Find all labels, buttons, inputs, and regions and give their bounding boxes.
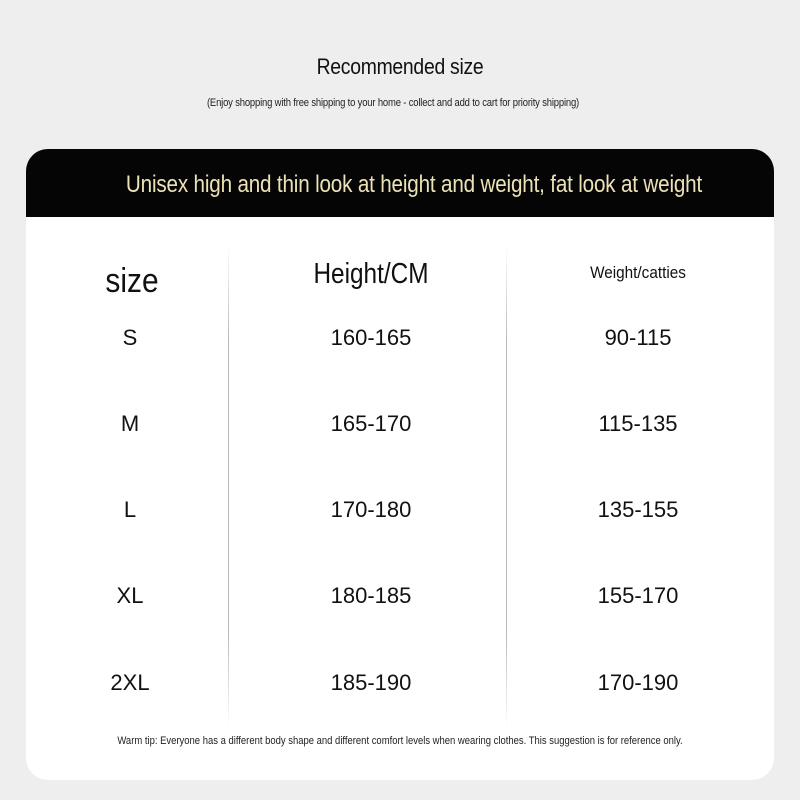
cell-weight: 90-115 [604, 325, 672, 350]
cell-size: XL [116, 583, 144, 608]
table-row [26, 670, 774, 700]
cell-size: 2XL [110, 670, 150, 695]
table-row [26, 411, 774, 441]
warm-tip: Warm tip: Everyone has a different body shape and different comfort levels when wearing clothes. This suggestion is for reference only. [117, 735, 683, 747]
cell-height: 160-165 [330, 325, 412, 350]
cell-height: 165-170 [330, 411, 412, 436]
cell-height: 180-185 [330, 583, 412, 608]
cell-size: S [122, 325, 138, 350]
size-chart-card [26, 149, 774, 780]
cell-weight: 170-190 [597, 670, 679, 695]
header-size: size [105, 262, 159, 300]
header-height: Height/CM [313, 258, 429, 290]
cell-height: 185-190 [330, 670, 412, 695]
column-divider [506, 244, 507, 729]
table-row [26, 497, 774, 527]
banner [26, 149, 774, 217]
table-row [26, 583, 774, 613]
cell-weight: 115-135 [598, 411, 678, 436]
page-subtitle: (Enjoy shopping with free shipping to your home - collect and add to cart for priority shipping) [206, 97, 580, 109]
table-row [26, 325, 774, 355]
cell-weight: 155-170 [597, 583, 679, 608]
page-title: Recommended size [316, 54, 484, 79]
cell-size: L [123, 497, 137, 522]
cell-height: 170-180 [330, 497, 412, 522]
banner-text: Unisex high and thin look at height and weight, fat look at weight [125, 171, 703, 198]
cell-size: M [120, 411, 140, 436]
cell-weight: 135-155 [597, 497, 679, 522]
column-divider [228, 244, 229, 729]
header-weight: Weight/catties [590, 263, 686, 282]
